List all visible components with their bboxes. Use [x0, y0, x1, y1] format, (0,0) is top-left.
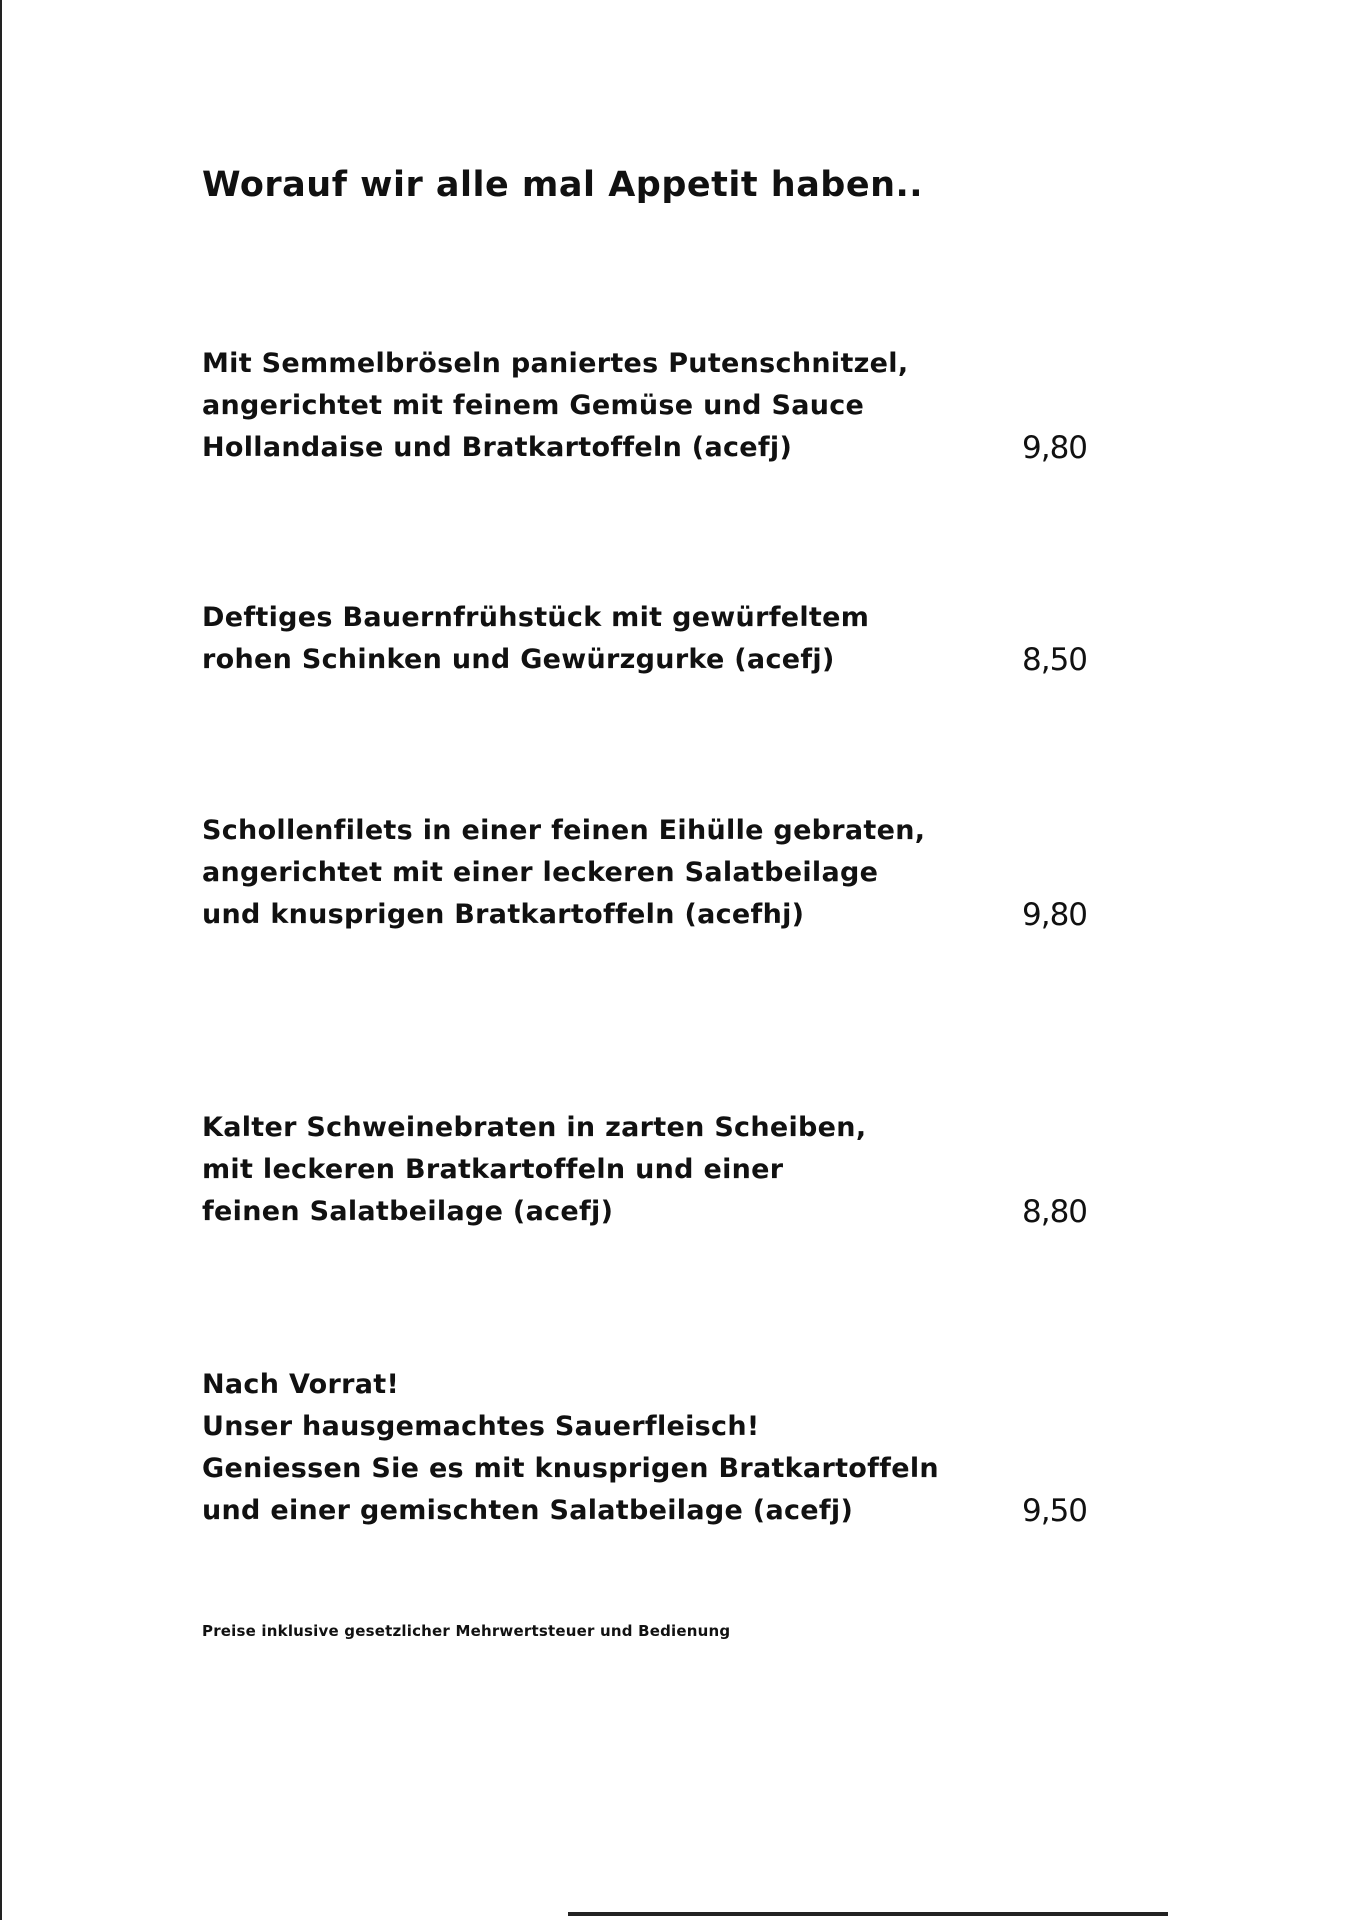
menu-item-price: 8,50: [1022, 642, 1088, 678]
menu-item-description-line: angerichtet mit einer leckeren Salatbeilage: [202, 857, 879, 888]
menu-item-description-line: feinen Salatbeilage (acefj): [202, 1196, 614, 1227]
page-title: Worauf wir alle mal Appetit haben..: [202, 165, 924, 205]
page-left-edge: [0, 0, 2, 1920]
menu-item: [202, 343, 1122, 469]
menu-item: [202, 810, 1122, 936]
menu-item: [202, 1107, 1122, 1233]
menu-item-description-line: und einer gemischten Salatbeilage (acefj): [202, 1495, 854, 1526]
menu-item-description-line: Kalter Schweinebraten in zarten Scheiben,: [202, 1112, 867, 1143]
menu-item: [202, 1364, 1122, 1532]
menu-item-description-line: und knusprigen Bratkartoffeln (acefhj): [202, 899, 805, 930]
menu-item-description-line: Mit Semmelbröseln paniertes Putenschnitzel,: [202, 348, 909, 379]
menu-item-price: 9,80: [1022, 430, 1088, 466]
menu-item-description-line: Geniessen Sie es mit knusprigen Bratkartoffeln: [202, 1453, 939, 1484]
menu-item-description-line: mit leckeren Bratkartoffeln und einer: [202, 1154, 784, 1185]
menu-item: [202, 597, 1122, 681]
menu-item-description-line: Nach Vorrat!: [202, 1369, 400, 1400]
menu-item-description-line: Deftiges Bauernfrühstück mit gewürfeltem: [202, 602, 870, 633]
menu-item-description-line: angerichtet mit feinem Gemüse und Sauce: [202, 390, 865, 421]
menu-item-description-line: Unser hausgemachtes Sauerfleisch!: [202, 1411, 760, 1442]
menu-item-description-line: rohen Schinken und Gewürzgurke (acefj): [202, 644, 835, 675]
menu-item-price: 9,50: [1022, 1493, 1088, 1529]
menu-item-description-line: Hollandaise und Bratkartoffeln (acefj): [202, 432, 793, 463]
menu-item-price: 9,80: [1022, 897, 1088, 933]
menu-item-description-line: Schollenfilets in einer feinen Eihülle gebraten,: [202, 815, 926, 846]
bottom-rule: [568, 1912, 1168, 1916]
footer-note: Preise inklusive gesetzlicher Mehrwertsteuer und Bedienung: [202, 1622, 731, 1640]
menu-item-price: 8,80: [1022, 1194, 1088, 1230]
